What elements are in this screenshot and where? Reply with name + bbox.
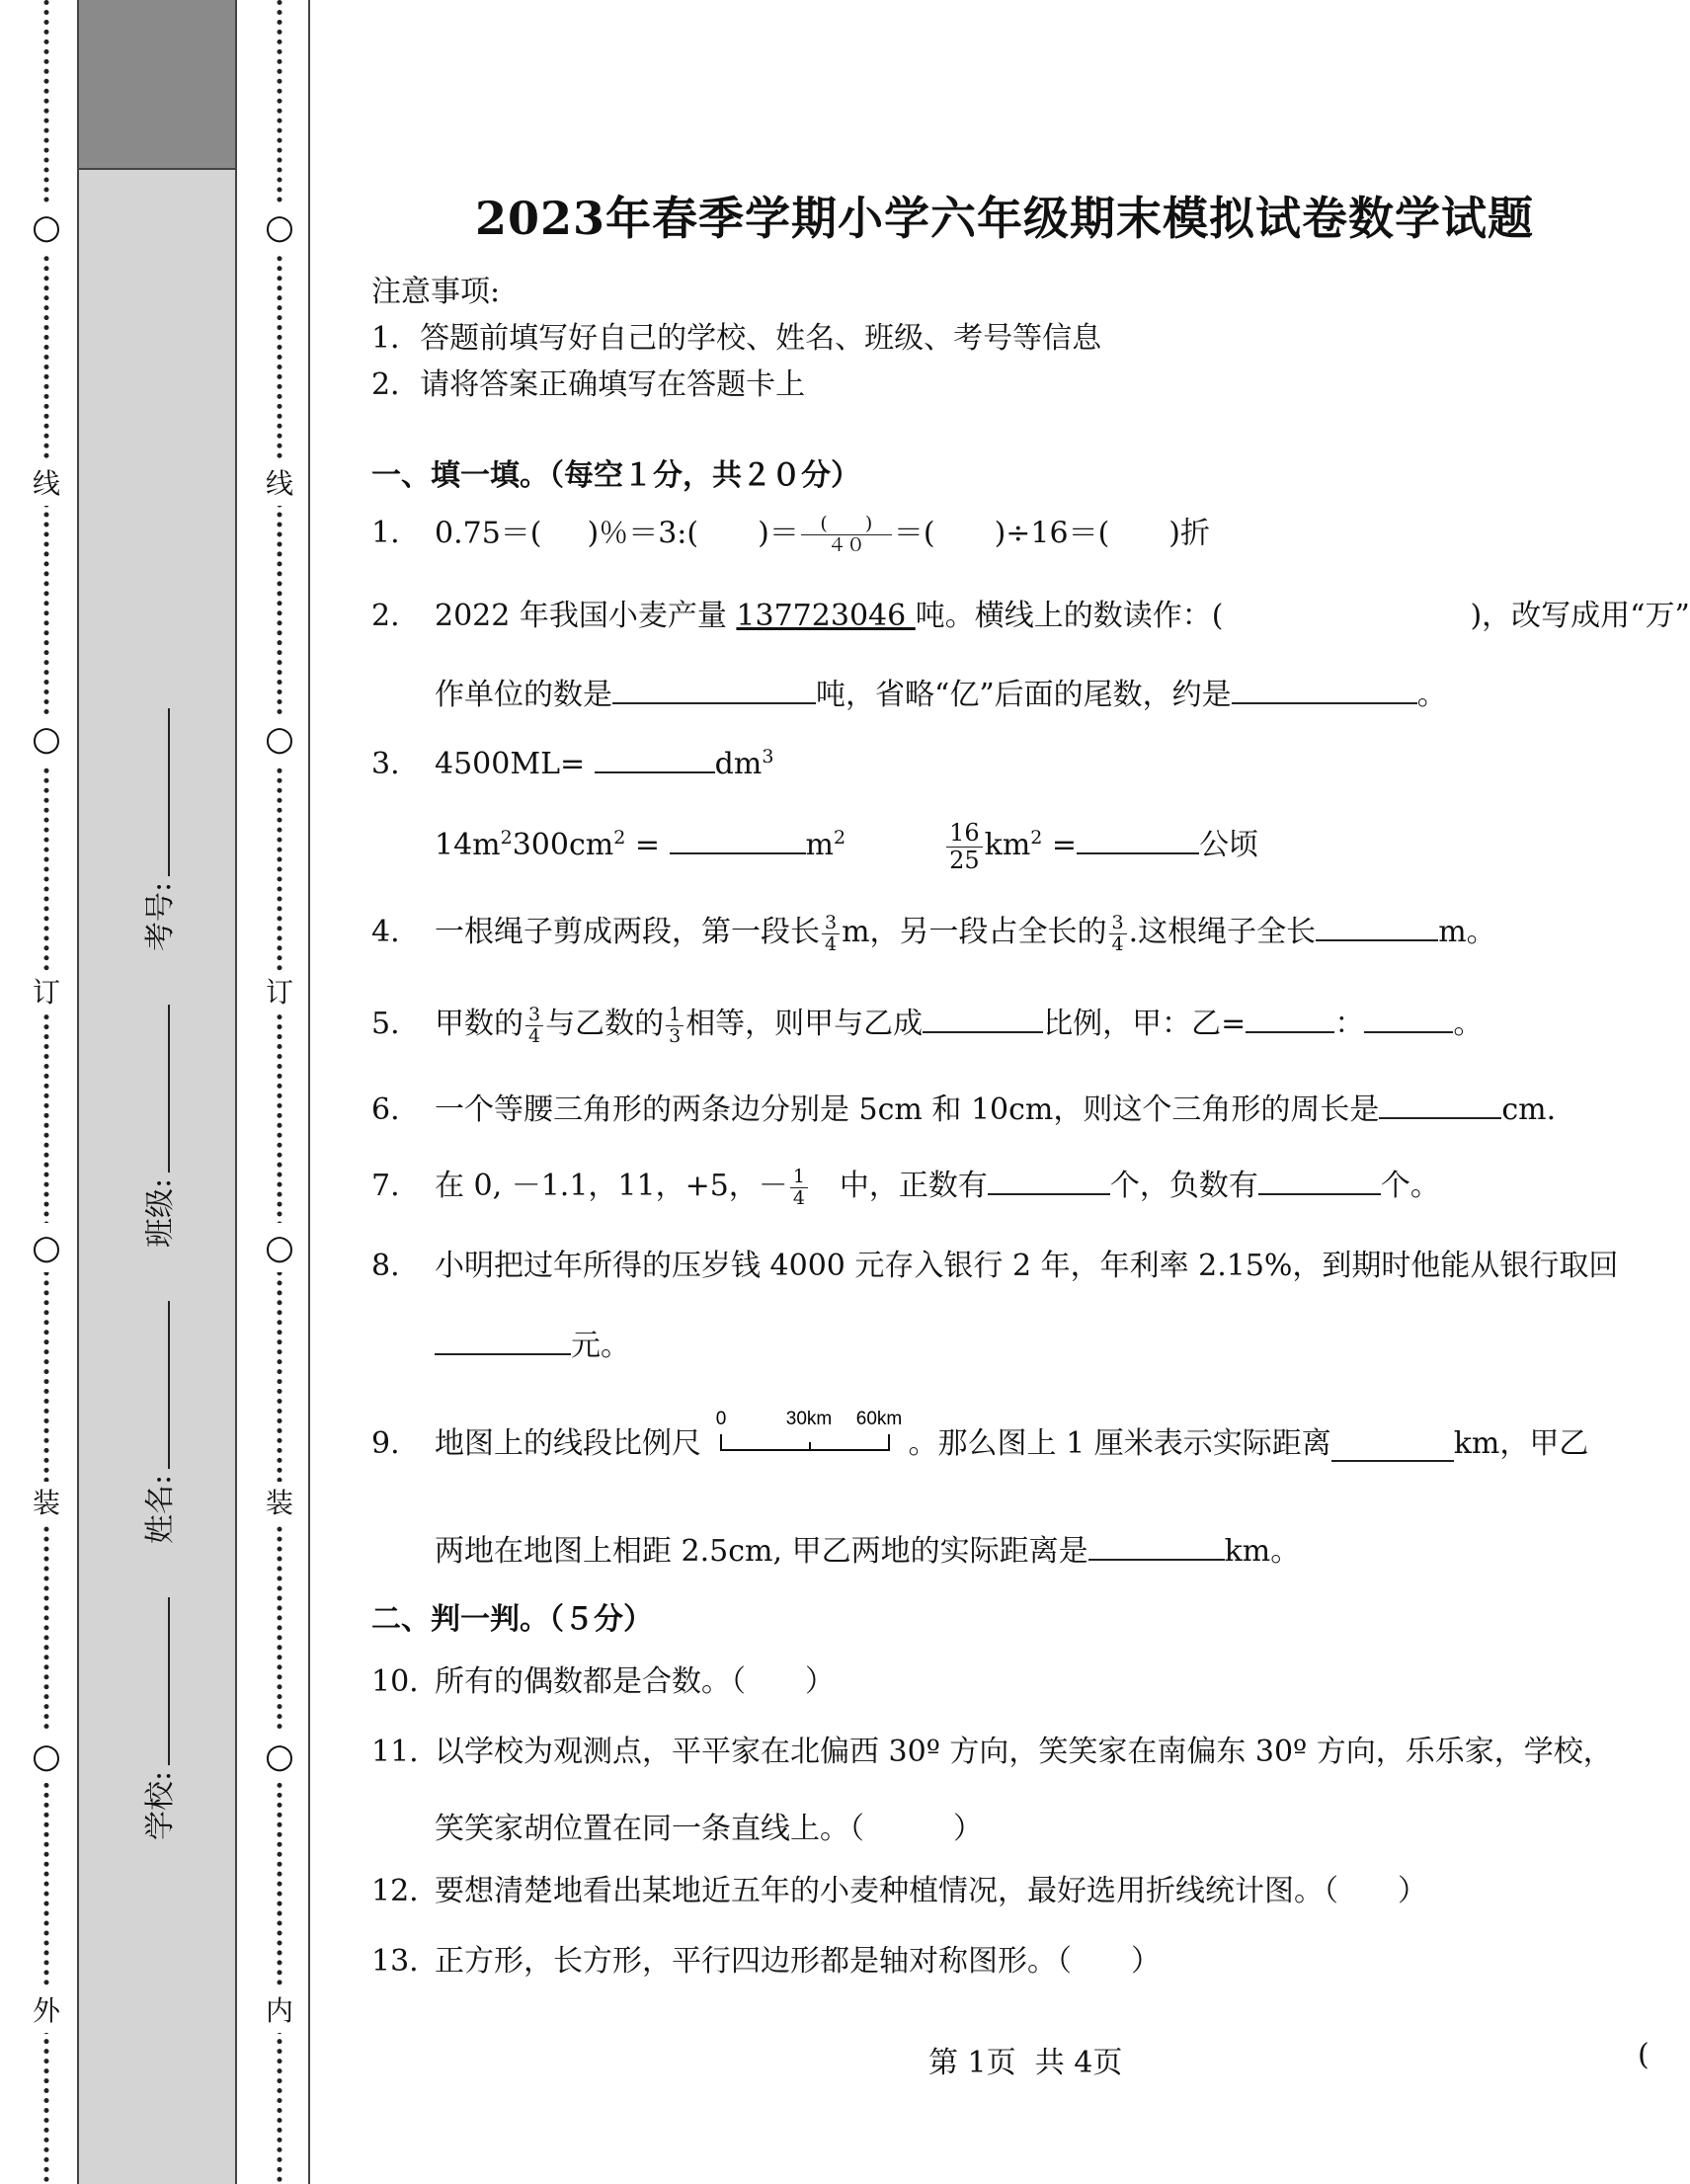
question-12: 12. 要想清楚地看出某地近五年的小麦种植情况，最好选用折线统计图。（ ） (371, 1874, 1427, 1908)
underlined-number: 137723046 (736, 599, 916, 633)
answer-blank[interactable] (612, 673, 816, 704)
answer-blank[interactable] (435, 1324, 571, 1355)
question-2-line-2: 作单位的数是 吨，省略“亿”后面的尾数，约是 。 (435, 670, 1447, 713)
school-field[interactable]: 学校: (135, 1597, 179, 1840)
exam-page (367, 0, 1690, 2184)
outer-circle-mark: ○ (32, 1732, 61, 1781)
question-3-line-2: $14m^2300cm^2 = m^2$ $\frac{16}{25}$ $km^2$ = 公顷 (435, 819, 1259, 874)
inner-circle-mark: ○ (265, 714, 294, 764)
outer-xian-mark: 线 (33, 462, 60, 506)
scale-label: 0 (715, 1409, 726, 1429)
notice-heading: 注意事项: (371, 275, 501, 309)
scale-label: 30km (785, 1409, 832, 1429)
question-11-line-2: 笑笑家胡位置在同一条直线上。（ ） (435, 1812, 983, 1846)
answer-blank[interactable] (1364, 1002, 1453, 1033)
outer-wai-mark: 外 (33, 1989, 60, 2033)
name-field[interactable]: 姓名: (135, 1301, 179, 1544)
question-4: 4. 一根绳子剪成两段，第一段长 $\frac{3}{4}$ m，另一段占全长的 $\frac{3}{4}$ .这根绳子全长 m。 (371, 911, 1496, 955)
outer-circle-mark: ○ (32, 714, 61, 764)
question-9: 9. 地图上的线段比例尺 0 30km 60km 。那么图上 1 厘米表示实际距离 km，甲乙 (371, 1403, 1588, 1462)
notice-item: 2．请将答案正确填写在答题卡上 (371, 367, 806, 402)
inner-nei-mark: 内 (266, 1989, 293, 2033)
scale-label: 60km (855, 1409, 902, 1429)
inner-zhuang-mark: 装 (266, 1482, 293, 1525)
notice-item: 1．答题前填写好自己的学校、姓名、班级、考号等信息 (371, 321, 1102, 356)
class-field[interactable]: 班级: (135, 1005, 179, 1248)
inner-xian-mark: 线 (266, 462, 293, 506)
outer-binding-line (22, 0, 71, 2184)
question-5: 5. 甲数的 $\frac{3}{4}$ 与乙数的 $\frac{1}{3}$ 相等，则甲与乙成 比例，甲：乙= ： 。 (371, 1003, 1484, 1047)
answer-blank[interactable] (1331, 1430, 1454, 1462)
margin-rule (308, 0, 310, 2184)
answer-blank[interactable] (1246, 1002, 1334, 1033)
outer-zhuang-mark: 装 (33, 1482, 60, 1525)
question-7: 7. 在 0, －1.1，11，+5，－ $\frac{1}{4}$ 中，正数有 个，负数有 个。 (371, 1165, 1440, 1209)
page-edge-mark: ( (1638, 2038, 1650, 2072)
inner-circle-mark: ○ (265, 1223, 294, 1272)
answer-blank[interactable] (1379, 1088, 1501, 1119)
question-8: 8. 小明把过年所得的压岁钱 4000 元存入银行 2 年，年利率 2.15%，到期时他能从银行取回 (371, 1249, 1619, 1283)
answer-blank[interactable] (1088, 1529, 1225, 1561)
section-2-heading: 二、判一判。（５分） (371, 1602, 653, 1637)
outer-circle-mark: ○ (32, 202, 61, 252)
section-1-heading: 一、填一填。（每空１分，共２０分） (371, 458, 860, 493)
question-8-line-2: 元。 (435, 1321, 630, 1364)
answer-blank[interactable] (670, 823, 806, 854)
answer-blank[interactable] (923, 1002, 1043, 1033)
question-1: 1. 0.75＝( )％＝3:( )＝ $\frac{( )}{40}$ ＝( )÷16＝( )折 (371, 513, 1210, 556)
question-11: 11. 以学校为观测点，平平家在北偏西 30º 方向，笑笑家在南偏东 30º 方向，乐乐家，学校， (371, 1735, 1613, 1769)
inner-ding-mark: 订 (266, 971, 293, 1014)
answer-blank[interactable] (1232, 673, 1417, 704)
info-strip-header (79, 0, 235, 170)
student-info-strip (77, 0, 237, 2184)
question-13: 13. 正方形，长方形，平行四边形都是轴对称图形。（ ） (371, 1944, 1161, 1979)
map-scale-bar (711, 1403, 909, 1462)
question-9-line-2: 两地在地图上相距 2.5cm, 甲乙两地的实际距离是 km。 (435, 1526, 1300, 1570)
inner-dotted-line (278, 0, 282, 2184)
question-6: 6. 一个等腰三角形的两条边分别是 5cm 和 10cm，则这个三角形的周长是 cm. (371, 1088, 1556, 1128)
answer-blank[interactable] (595, 742, 715, 773)
exam-number-field[interactable]: 考号: (135, 708, 179, 951)
answer-blank[interactable] (1316, 910, 1438, 941)
answer-blank[interactable] (1258, 1164, 1381, 1195)
page-footer: 第 1页 共 4页 (928, 2046, 1123, 2080)
answer-blank[interactable] (1077, 823, 1199, 854)
inner-circle-mark: ○ (265, 202, 294, 252)
outer-circle-mark: ○ (32, 1223, 61, 1272)
exam-title: 2023年春季学期小学六年级期末模拟试卷数学试题 (474, 192, 1535, 245)
question-3: 3. $4500ML= dm^3$ (371, 742, 773, 782)
scale-line (721, 1434, 889, 1450)
outer-ding-mark: 订 (33, 971, 60, 1014)
outer-dotted-line (44, 0, 49, 2184)
question-10: 10. 所有的偶数都是合数。（ ） (371, 1664, 835, 1699)
inner-circle-mark: ○ (265, 1732, 294, 1781)
answer-blank[interactable] (988, 1164, 1110, 1195)
question-2: 2. 2022 年我国小麦产量 137723046 吨。横线上的数读作：( )，改写成用“万” (371, 599, 1690, 633)
inner-binding-line (255, 0, 304, 2184)
